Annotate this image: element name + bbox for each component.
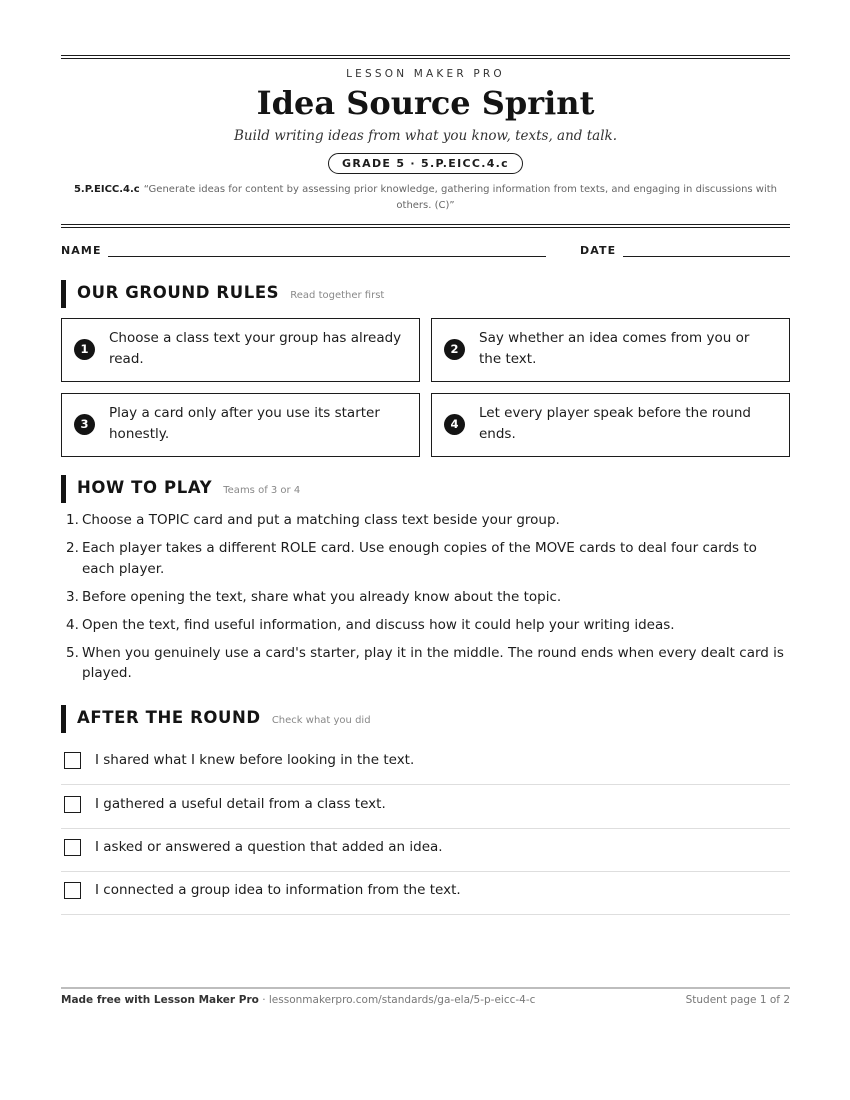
- checklist-row: [61, 742, 790, 785]
- step-number: 3.: [66, 588, 79, 605]
- checkbox[interactable]: [64, 882, 81, 899]
- grade-badge: GRADE 5 · 5.P.EICC.4.c: [328, 153, 523, 174]
- step-number: 1.: [66, 512, 79, 528]
- rule-text: Choose a class text your group has already read.: [109, 330, 402, 367]
- standard-description: [61, 182, 790, 214]
- step-text: Choose a TOPIC card and put a matching class text beside your group.: [82, 512, 560, 528]
- ground-rule-card: [61, 318, 420, 382]
- rule-number-badge: 4: [444, 414, 465, 435]
- checklist-label: I asked or answered a question that added an idea.: [95, 839, 443, 855]
- step-number: 5.: [66, 644, 79, 661]
- how-to-play-steps: [61, 510, 790, 691]
- how-to-play-note: Teams of 3 or 4: [223, 485, 301, 496]
- rule-text: Play a card only after you use its starter honestly.: [109, 405, 380, 442]
- rule-text: Let every player speak before the round ends.: [479, 405, 752, 442]
- ground-rules-note: Read together first: [290, 290, 385, 301]
- step-item: [61, 587, 790, 608]
- page-subtitle: Build writing ideas from what you know, texts, and talk.: [234, 128, 617, 144]
- footer-url[interactable]: lessonmakerpro.com/standards/ga-ela/5-p-eicc-4-c: [268, 994, 536, 1006]
- checkbox[interactable]: [64, 796, 81, 813]
- how-to-play-title: HOW TO PLAY: [77, 478, 213, 497]
- date-label: DATE: [580, 244, 617, 257]
- step-text: Before opening the text, share what you already know about the topic.: [82, 588, 562, 605]
- ground-rule-card: [431, 318, 790, 382]
- rule-number-badge: 3: [74, 414, 95, 435]
- checklist-label: I shared what I knew before looking in the text.: [95, 752, 415, 768]
- after-round-note: Check what you did: [271, 715, 371, 726]
- step-number: 2.: [66, 540, 79, 556]
- how-to-play-heading: [61, 475, 300, 503]
- ground-rules-title: OUR GROUND RULES: [77, 283, 280, 302]
- ground-rule-card: [431, 393, 790, 457]
- date-field[interactable]: [623, 256, 790, 257]
- ground-rules-heading: [61, 280, 384, 308]
- page-title: Idea Source Sprint: [256, 84, 595, 122]
- name-label: NAME: [61, 244, 102, 257]
- footer-page-info: Student page 1 of 2: [685, 994, 790, 1006]
- step-number: 4.: [66, 616, 79, 633]
- checklist-row: [61, 872, 790, 915]
- step-item: [61, 538, 790, 579]
- name-field[interactable]: [108, 256, 546, 257]
- checklist-label: I connected a group idea to information from the text.: [95, 882, 461, 898]
- rule-number-badge: 2: [444, 339, 465, 360]
- after-round-title: AFTER THE ROUND: [77, 708, 261, 727]
- footer-separator: ·: [262, 994, 266, 1006]
- checklist-row: [61, 829, 790, 872]
- step-text: When you genuinely use a card's starter, play it in the middle. The round ends when every dealt card is played.: [82, 644, 784, 681]
- step-text: Open the text, find useful information, and discuss how it could help your writing ideas.: [82, 616, 675, 633]
- after-round-heading: [61, 705, 371, 733]
- footer-rule: [61, 987, 790, 989]
- checklist-row: [61, 786, 790, 829]
- ground-rule-card: [61, 393, 420, 457]
- checkbox[interactable]: [64, 752, 81, 769]
- step-item: [61, 615, 790, 636]
- standard-code: 5.P.EICC.4.c: [73, 184, 140, 195]
- footer-credit: [61, 994, 535, 1006]
- step-item: [61, 510, 790, 531]
- checkbox[interactable]: [64, 839, 81, 856]
- top-double-rule: [61, 55, 790, 59]
- header-double-rule: [61, 224, 790, 228]
- step-text: Each player takes a different ROLE card. Use enough copies of the MOVE cards to deal four cards to each player.: [82, 540, 757, 577]
- step-item: [61, 643, 790, 684]
- grade-badge-wrap: [61, 152, 790, 174]
- checklist-label: I gathered a useful detail from a class text.: [95, 796, 386, 812]
- rule-number-badge: 1: [74, 339, 95, 360]
- standard-text: “Generate ideas for content by assessing prior knowledge, gathering information from texts, and engaging in discussions with others. (C)”: [143, 184, 778, 211]
- brand-label: LESSON MAKER PRO: [346, 68, 505, 80]
- rule-text: Say whether an idea comes from you or the text.: [479, 330, 750, 367]
- footer-made-with: Made free with Lesson Maker Pro: [61, 994, 259, 1006]
- name-date-row: [61, 244, 790, 260]
